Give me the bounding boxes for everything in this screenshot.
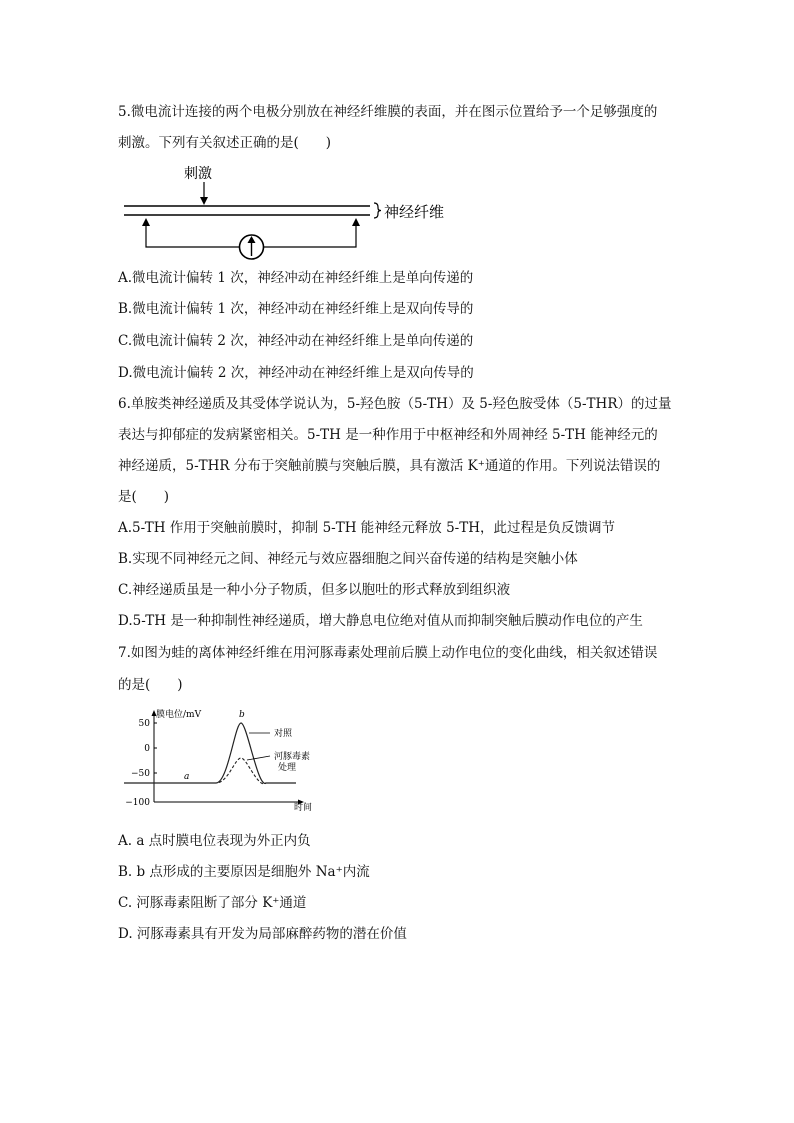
q7-stem-line-2: 的是( )	[118, 677, 183, 693]
q6-option-b: B.实现不同神经元之间、神经元与效应器细胞之间兴奋传递的结构是突触小体	[118, 551, 578, 567]
x-axis-label: 时间	[294, 803, 313, 813]
q5-stem-line-2: 刺激。下列有关叙述正确的是( )	[118, 135, 332, 151]
stimulus-label: 刺激	[184, 166, 212, 182]
q6-option-c: C.神经递质虽是一种小分子物质，但多以胞吐的形式释放到组织液	[118, 582, 511, 598]
tetrodotoxin-series-label-line-2: 处理	[278, 763, 297, 773]
q5-stem-line-1: 5.微电流计连接的两个电极分别放在神经纤维膜的表面，并在图示位置给予一个足够强度的	[118, 104, 658, 120]
stimulus-arrow-head	[200, 197, 208, 205]
q7-option-a: A. a 点时膜电位表现为外正内负	[118, 833, 311, 849]
q5-option-b: B.微电流计偏转 1 次，神经冲动在神经纤维上是双向传导的	[118, 301, 474, 317]
q6-stem-line-3: 神经递质，5-THR 分布于突触前膜与突触后膜，具有激活 K⁺通道的作用。下列说法错误的	[118, 458, 661, 474]
left-electrode-arrow	[142, 218, 150, 226]
chart-labels	[184, 710, 310, 782]
right-wire	[263, 223, 356, 247]
action-potential-chart	[118, 704, 330, 816]
nerve-fiber-diagram	[118, 160, 458, 260]
q7-stem-line-1: 7.如图为蛙的离体神经纤维在用河豚毒素处理前后膜上动作电位的变化曲线，相关叙述错误	[118, 645, 658, 661]
y-tick-label: 50	[138, 719, 150, 729]
control-series-label: 对照	[274, 729, 293, 739]
q7-option-c: C. 河豚毒素阻断了部分 K⁺通道	[118, 895, 307, 911]
tetrodotoxin-series-label-line-1: 河豚毒素	[274, 752, 311, 762]
chart-ticks	[125, 719, 157, 808]
fiber-label: 神经纤维	[384, 203, 445, 221]
q5-option-d: D.微电流计偏转 2 次，神经冲动在神经纤维上是双向传导的	[118, 365, 474, 381]
q5-option-c: C.微电流计偏转 2 次，神经冲动在神经纤维上是单向传递的	[118, 333, 474, 349]
q6-stem-line-1: 6.单胺类神经递质及其受体学说认为，5-羟色胺（5-TH）及 5-羟色胺受体（5-THR）的过量	[118, 396, 672, 412]
y-axis-label: 膜电位/mV	[156, 710, 202, 720]
q7-option-d: D. 河豚毒素具有开发为局部麻醉药物的潜在价值	[118, 926, 407, 942]
left-wire	[146, 223, 240, 247]
tetrodotoxin-leader-line	[247, 756, 270, 760]
y-tick-label: −50	[131, 769, 150, 779]
q5-option-a: A.微电流计偏转 1 次，神经冲动在神经纤维上是单向传递的	[118, 270, 474, 286]
y-tick-label: −100	[125, 798, 150, 808]
q7-option-b: B. b 点形成的主要原因是细胞外 Na⁺内流	[118, 864, 370, 880]
q6-stem-line-2: 表达与抑郁症的发病紧密相关。5-TH 是一种作用于中枢神经和外周神经 5-TH 能神经元的	[118, 427, 658, 443]
y-tick-label: 0	[144, 744, 150, 754]
q6-option-d: D.5-TH 是一种抑制性神经递质，增大静息电位绝对值从而抑制突触后膜动作电位的产生	[118, 613, 643, 629]
q6-stem-line-4: 是( )	[118, 489, 170, 505]
fiber-brace	[374, 203, 381, 218]
right-electrode-arrow	[352, 218, 360, 226]
point-a-label: a	[184, 772, 190, 782]
q6-option-a: A.5-TH 作用于突触前膜时，抑制 5-TH 能神经元释放 5-TH，此过程是负反馈调节	[118, 520, 616, 536]
point-b-label: b	[239, 710, 245, 720]
